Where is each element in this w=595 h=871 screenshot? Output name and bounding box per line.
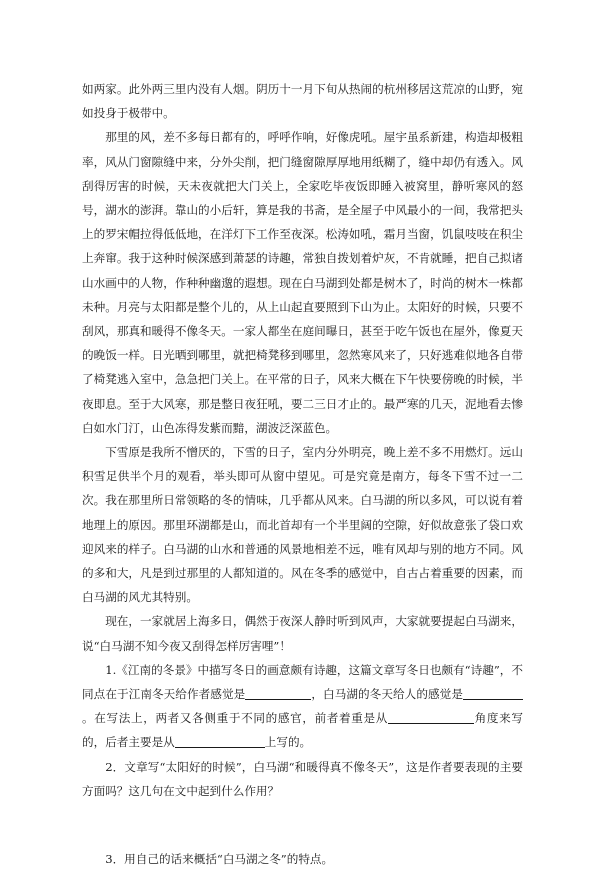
passage-paragraph-1: 如两家。此外两三里内没有人烟。阴历十一月下旬从热闹的杭州移居这荒凉的山野，宛如投身于极带中。 (82, 82, 523, 121)
question-1-part-3: 。在写法上，两者又各侧重于不同的感官，前者着重是从 (82, 711, 389, 726)
passage-paragraph-2: 那里的风，差不多每日都有的，呼呼作响，好像虎吼。屋宇虽系新建，构造却极粗率，风从门窗隙缝中来，分外尖削，把门缝窗隙厚厚地用纸糊了，缝中却仍有透入。风刮得厉害的时候，天未夜就把大门关上，全家吃毕夜饭即睡入被窝里，静听寒风的怒号，湖水的澎湃。靠山的小后轩，算是我的书斋，是全屋子中风最小的一间，我常把头上的罗宋帽拉得低低地，在洋灯下工作至夜深。松涛如吼，霜月当窗，饥鼠吱吱在积尘上奔窜。我于这种时候深感到萧瑟的诗趣，常独自拨划着炉灰，不肯就睡，把自己拟诸山水画中的人物，作种种幽邈的遐想。现在白马湖到处都是树木了，时尚的树木一株都未种。月亮与太阳都是整个儿的，从上山起直要照到下山为止。太阳好的时候，只要不刮风，那真和暖得不像冬天。一家人都坐在庭间曝日，甚至于吃午饭也在屋外，像夏天的晚饭一样。日光晒到哪里，就把椅凳移到哪里，忽然寒风来了，只好逃难似地各自带了椅凳逃入室中，急急把门关上。在平常的日子，风来大概在下午快要傍晚的时候，半夜即息。至于大风寒，那是整日夜狂吼，要二三日才止的。最严寒的几天，泥地看去惨白如水门汀，山色冻得发紫而黯，湖波泛深蓝色。 (82, 130, 523, 435)
question-2: 2．文章写“太阳好的时候”，白马湖“和暖得真不像冬天”，这是作者要表现的主要方面吗？这几句在文中起到什么作用？ (82, 759, 523, 798)
question-1-part-1: 1.《江南的冬景》中描写冬日的画意颇有诗趣，这篇文章写冬日也颇有“诗趣”，不同点在于江南冬天给作者感觉是 (82, 662, 523, 702)
question-1-part-2: ，白马湖的冬天给人的感觉是 (311, 687, 463, 702)
answer-blank-3[interactable] (388, 712, 474, 725)
question-1-part-5: 上写的。 (264, 735, 312, 750)
document-page (82, 77, 523, 871)
question-1-part-4: 角度来写的，后者主要是从 (82, 711, 523, 750)
passage-paragraph-3: 下雪原是我所不憎厌的，下雪的日子，室内分外明亮，晚上差不多不用燃灯。远山积雪足供半个月的观看，举头即可从窗中望见。可是究竟是南方，每冬下雪不过一二次。我在那里所日常领略的冬的情味，几乎都从风来。白马湖的所以多风，可以说有着地理上的原因。那里环湖都是山，而北首却有一个半里阔的空隙，好似故意张了袋口欢迎风来的样子。白马湖的山水和普通的风景地相差不远，唯有风却与别的地方不同。风的多和大，凡是到过那里的人都知道的。风在冬季的感觉中，自古占着重要的因素，而白马湖的风尤其特别。 (82, 445, 523, 605)
passage-paragraph-4: 现在，一家就居上海多日，偶然于夜深人静时听到风声，大家就要提起白马湖来，说“白马湖不知今夜又刮得怎样厉害哩”！ (82, 614, 523, 653)
question-3: 3．用自己的话来概括“白马湖之冬”的特点。 (105, 852, 334, 867)
question-1 (82, 658, 523, 755)
answer-blank-2[interactable] (463, 687, 523, 700)
answer-blank-1[interactable] (245, 687, 311, 700)
answer-blank-4[interactable] (175, 736, 265, 749)
